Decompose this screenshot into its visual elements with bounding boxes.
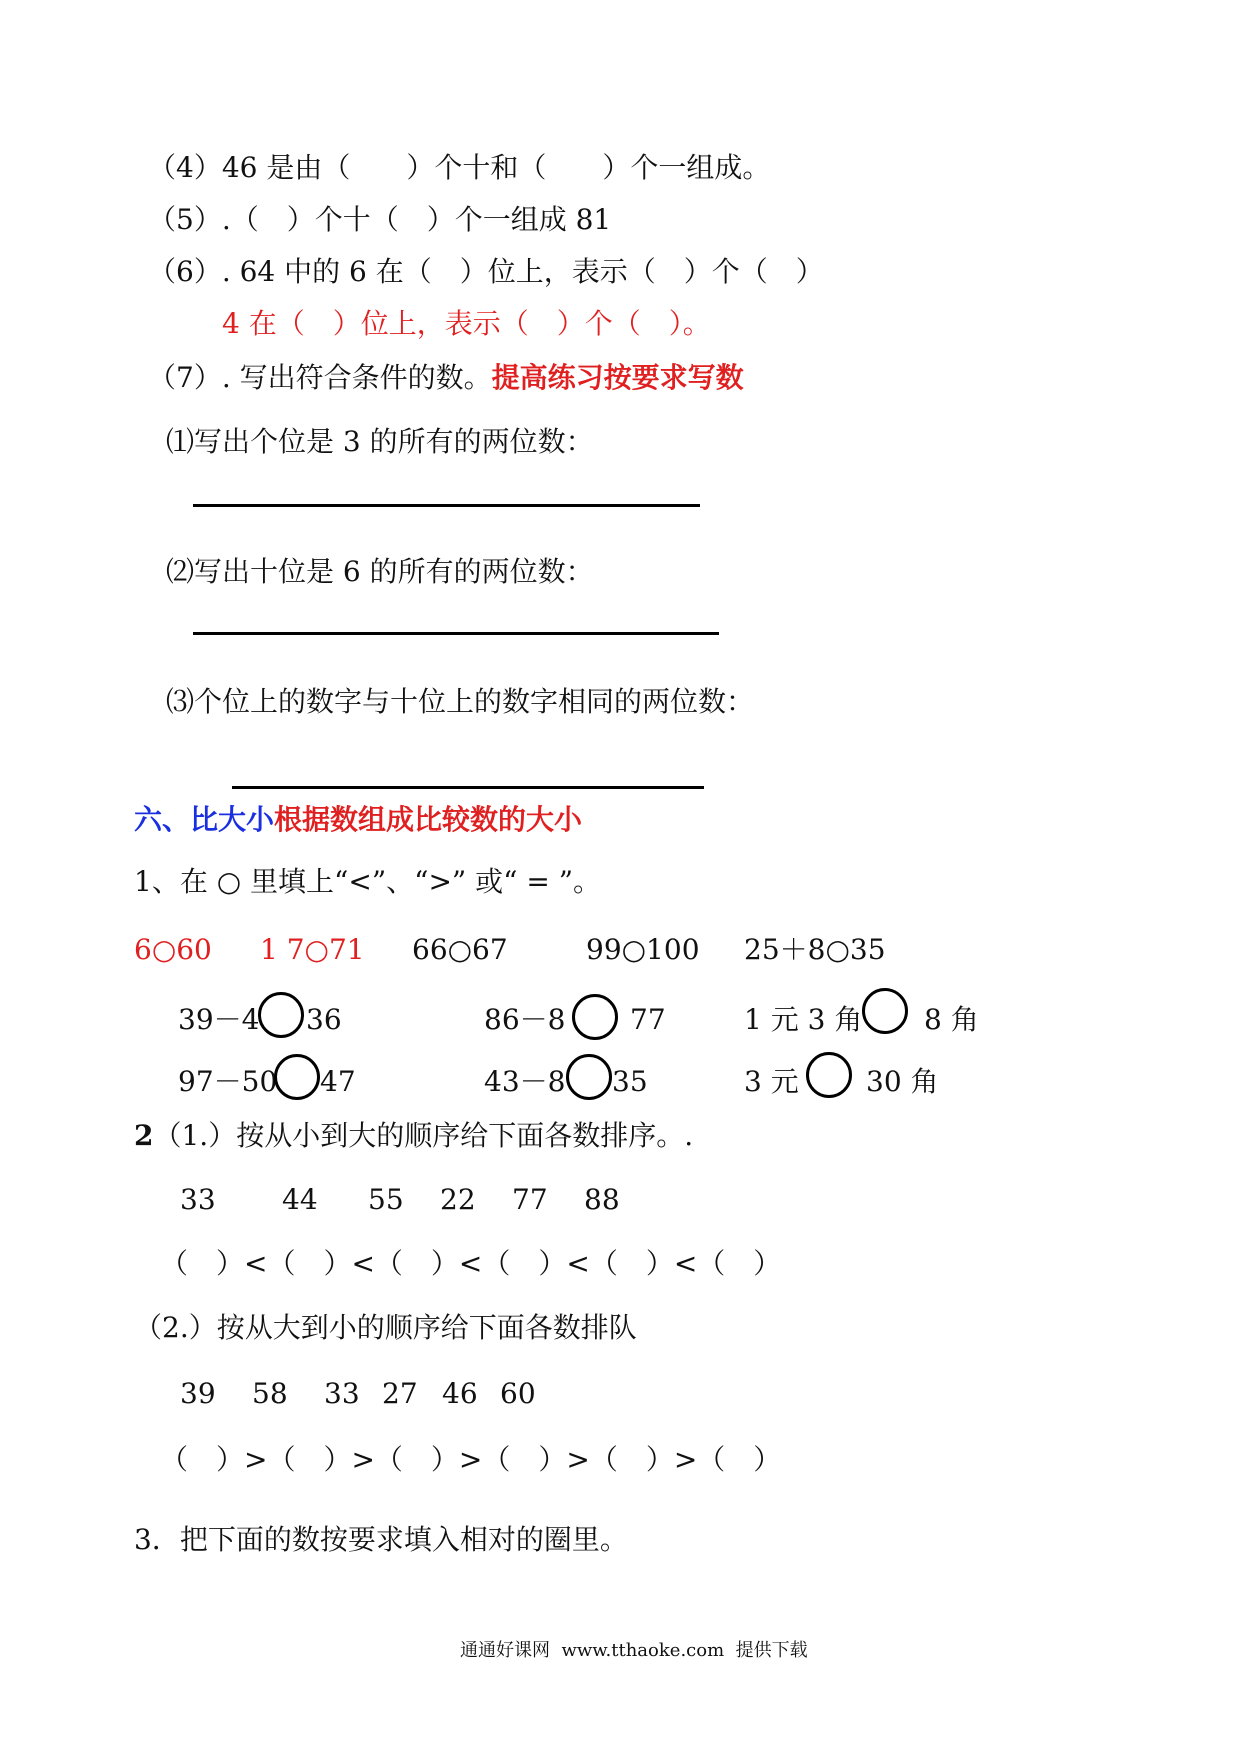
compare-3-3-right: 30 角 [866,1065,939,1098]
order-number: 88 [584,1183,620,1216]
compare-circle[interactable] [274,1054,320,1100]
order-number: 55 [368,1183,404,1216]
order-number: 60 [500,1377,536,1410]
answer-line-1 [193,504,700,507]
section-6-question-1: 1、在 ○ 里填上“<”、“>” 或“ = ”。 [134,865,602,898]
section-6-question-2 [134,1119,694,1152]
compare-1-2: 1 7○71 [260,933,365,966]
compare-circle[interactable] [566,1054,612,1100]
compare-3-3-left: 3 元 [744,1065,799,1098]
compare-2-3-left: 1 元 3 角 [744,1003,863,1036]
answer-line-2 [193,632,719,635]
compare-2-3-right: 8 角 [924,1003,979,1036]
compare-circle[interactable] [806,1052,852,1098]
compare-circle[interactable] [572,994,618,1040]
compare-1-1: 6○60 [134,933,212,966]
question-2-number: 2 [134,1119,154,1152]
question-7-1: ⑴写出个位是 3 的所有的两位数： [166,425,594,458]
compare-2-1-left: 39－4 [178,1003,260,1036]
page-footer: 通通好课网 www.tthaoke.com 提供下载 [460,1640,808,1661]
question-2-2: （2.）按从大到小的顺序给下面各数排队 [134,1311,637,1344]
question-5: （5）.（ ）个十（ ）个一组成 81 [148,203,612,236]
compare-3-1-right: 47 [320,1065,356,1098]
order-number: 33 [324,1377,360,1410]
section-6-title-red: 根据数组成比较数的大小 [274,803,583,836]
order-number: 77 [512,1183,548,1216]
question-2-1-text: （1.）按从小到大的顺序给下面各数排序。. [153,1119,694,1152]
order-number: 22 [440,1183,476,1216]
answer-line-3 [232,786,704,789]
question-6-continued: 4 在（ ）位上，表示（ ）个（ ）。 [222,307,711,340]
section-6-title [134,803,583,836]
question-7-text: （7）. 写出符合条件的数。 [148,361,492,394]
order-number: 44 [282,1183,318,1216]
question-7-3: ⑶个位上的数字与十位上的数字相同的两位数： [166,685,755,718]
order-number: 46 [442,1377,478,1410]
question-7-note: 提高练习按要求写数 [491,361,744,394]
order-number: 58 [252,1377,288,1410]
compare-3-2-left: 43－8 [484,1065,566,1098]
question-6: （6）. 64 中的 6 在（ ）位上，表示（ ）个（ ） [148,255,824,288]
compare-3-2-right: 35 [612,1065,648,1098]
compare-2-2-left: 86－8 [484,1003,566,1036]
order-number: 33 [180,1183,216,1216]
compare-circle[interactable] [862,988,908,1034]
compare-1-3: 66○67 [412,933,508,966]
ascending-blanks: （ ）<（ ）<（ ）<（ ）<（ ）<（ ） [160,1247,782,1280]
section-6-title-blue: 六、比大小 [134,803,275,836]
question-7-2: ⑵写出十位是 6 的所有的两位数： [166,555,594,588]
compare-2-1-right: 36 [306,1003,342,1036]
order-number: 27 [382,1377,418,1410]
compare-1-4: 99○100 [586,933,700,966]
section-6-question-3: 3．把下面的数按要求填入相对的圈里。 [134,1523,628,1556]
question-7 [148,361,744,394]
descending-blanks: （ ）>（ ）>（ ）>（ ）>（ ）>（ ） [160,1443,782,1476]
compare-2-2-right: 77 [630,1003,666,1036]
compare-1-5: 25＋8○35 [744,933,886,966]
compare-3-1-left: 97－50 [178,1065,278,1098]
question-4: （4）46 是由（ ）个十和（ ）个一组成。 [148,151,771,184]
compare-circle[interactable] [258,992,304,1038]
order-number: 39 [180,1377,216,1410]
